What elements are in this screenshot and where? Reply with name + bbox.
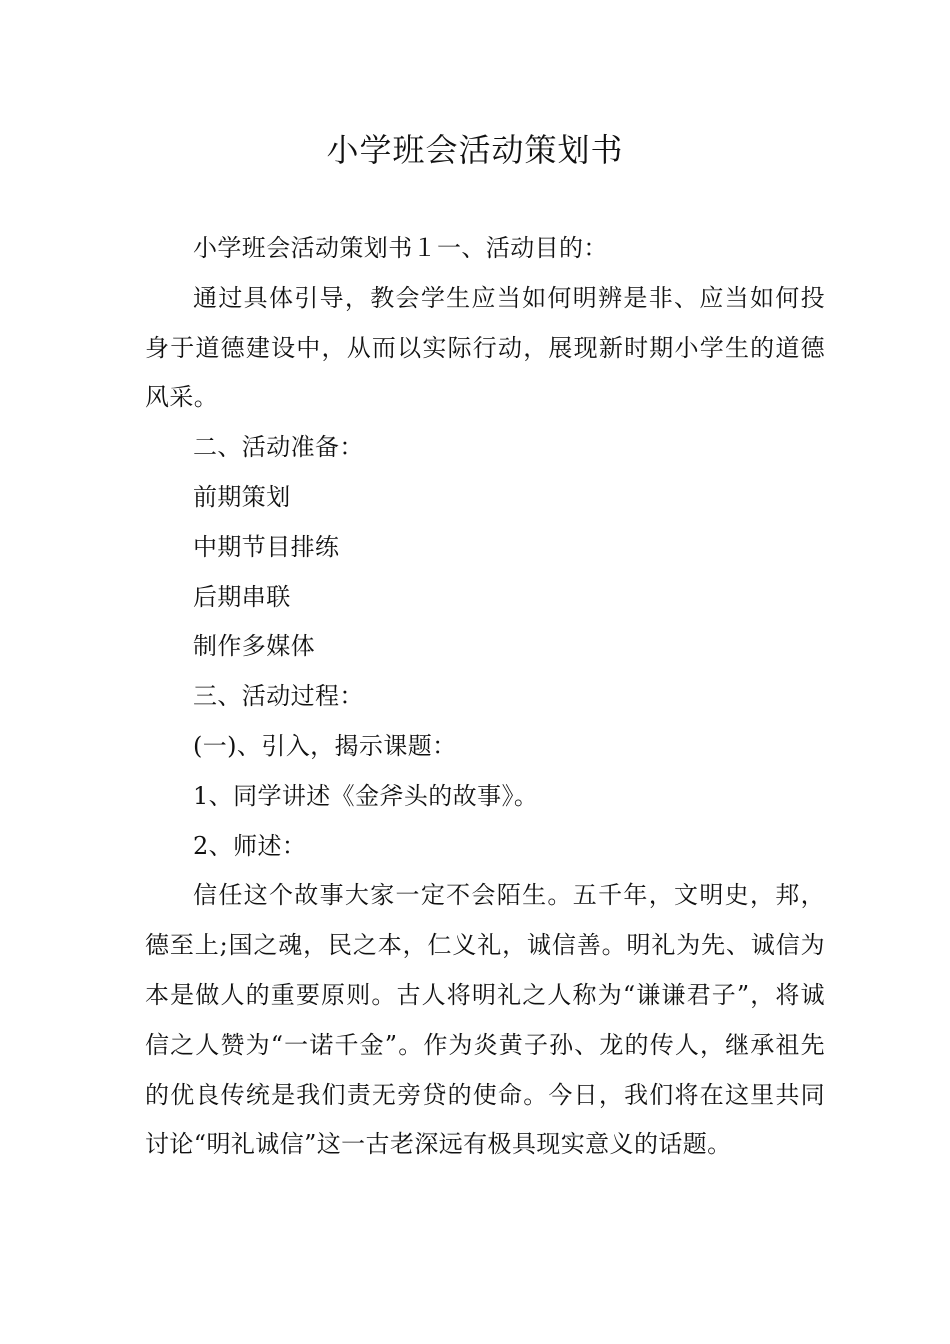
paragraph-preparation-item: 中期节目排练 bbox=[193, 532, 340, 561]
document-title: 小学班会活动策划书 bbox=[326, 131, 624, 169]
paragraph-process-step: 2、师述： bbox=[193, 831, 307, 860]
paragraph-preparation-item: 后期串联 bbox=[193, 582, 291, 611]
paragraph-preparation-item: 前期策划 bbox=[193, 482, 291, 511]
paragraph-process-subheading: (一)、引入，揭示课题： bbox=[193, 731, 457, 760]
paragraph-process-heading: 三、活动过程： bbox=[193, 682, 364, 711]
paragraph-process-step: 1、同学讲述《金斧头的故事》。 bbox=[193, 781, 539, 810]
paragraph-teacher-narration: 信任这个故事大家一定不会陌生。五千年，文明史，邦，德至上;国之魂，民之本，仁义礼，诚信善。明礼为先、诚信为本是做人的重要原则。古人将明礼之人称为“谦谦君子”，将诚信之人赞为“一诺千金”。作为炎黄子孙、龙的传人，继承祖先的优良传统是我们责无旁贷的使命。今日，我们将在这里共同讨论“明礼诚信”这一古老深远有极具现实意义的话题。 bbox=[145, 881, 825, 1159]
paragraph-purpose-text: 通过具体引导，教会学生应当如何明辨是非、应当如何投身于道德建设中，从而以实际行动，展现新时期小学生的道德风采。 bbox=[145, 283, 825, 412]
paragraph-preparation-item: 制作多媒体 bbox=[193, 632, 315, 661]
paragraph-preparation-heading: 二、活动准备： bbox=[193, 433, 364, 462]
paragraph-intro-purpose: 小学班会活动策划书１一、活动目的： bbox=[193, 234, 608, 262]
document-body bbox=[145, 224, 825, 1170]
